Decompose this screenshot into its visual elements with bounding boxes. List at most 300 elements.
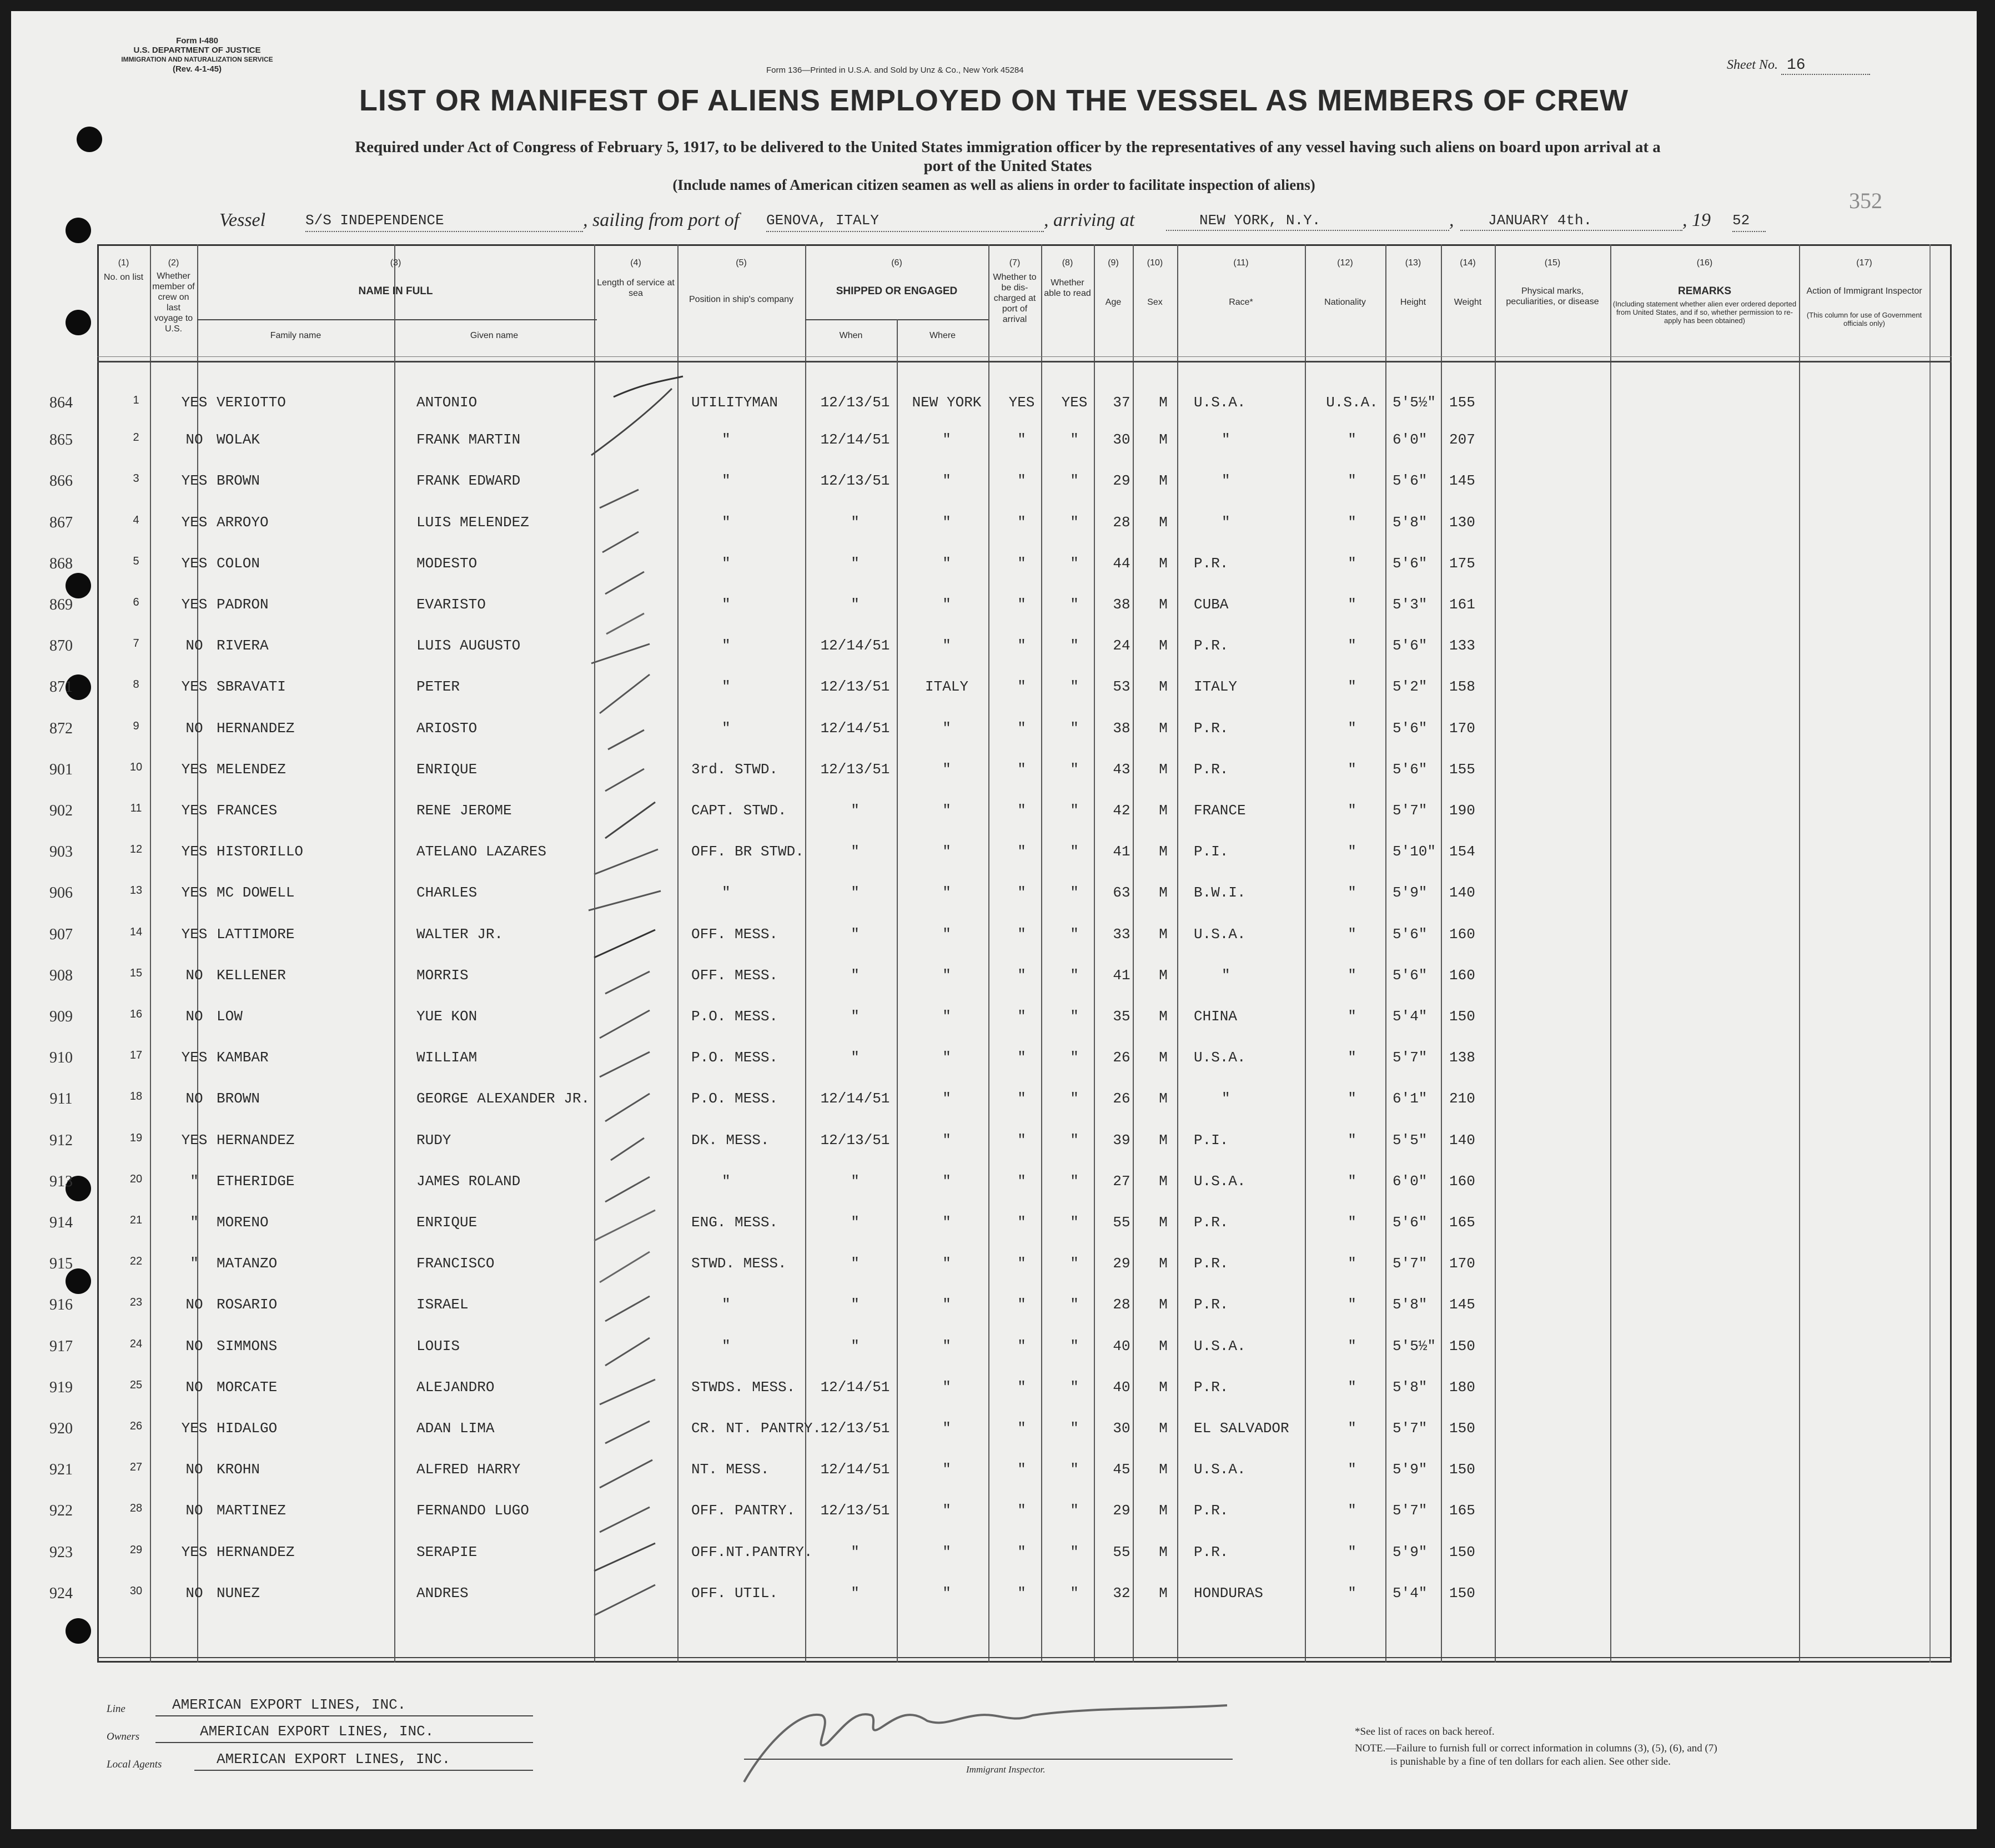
sex: M [1159, 1378, 1168, 1396]
shipped-when: " [851, 555, 860, 572]
race: " [1222, 966, 1230, 984]
height: 5'6" [1393, 761, 1428, 778]
line-number: 908 [49, 966, 73, 984]
subtitle-line-1: Required under Act of Congress of February 5, 1917, to be delivered to the United States immigration officer by the representatives of any vessel having such aliens on board upon arrival at a [355, 138, 1661, 156]
shipped-when: " [851, 802, 860, 819]
line-number: 906 [49, 884, 73, 902]
sex: M [1159, 1172, 1168, 1190]
given-name: PETER [416, 678, 460, 696]
footer-line-rule [155, 1715, 533, 1716]
age: 55 [1113, 1543, 1130, 1560]
row-number: 20 [129, 1172, 143, 1185]
service-mark [600, 1052, 650, 1077]
service-mark [605, 1421, 650, 1443]
height: 6'1" [1393, 1090, 1428, 1107]
able-to-read: " [1070, 1543, 1079, 1560]
column-header-c8: Whether able to read [1044, 278, 1091, 298]
given-name: RENE JEROME [416, 802, 512, 819]
height: 5'6" [1393, 637, 1428, 654]
footer-line-label: Line [107, 1703, 125, 1715]
nationality: " [1348, 637, 1356, 654]
able-to-read: " [1070, 1090, 1079, 1107]
position: " [722, 596, 731, 613]
row-number: 25 [129, 1378, 143, 1391]
shipped-where: " [942, 1337, 951, 1354]
position: " [722, 1172, 731, 1190]
height: 5'7" [1393, 1255, 1428, 1272]
last-voyage: YES [181, 843, 208, 860]
able-to-read: " [1070, 472, 1079, 490]
race: HONDURAS [1194, 1584, 1263, 1602]
row-number: 11 [130, 802, 142, 814]
race: P.R. [1194, 637, 1229, 654]
discharged: " [1017, 1172, 1026, 1190]
weight: 170 [1449, 1255, 1475, 1272]
able-to-read: " [1070, 596, 1079, 613]
weight: 180 [1449, 1378, 1475, 1396]
sex: M [1159, 431, 1168, 449]
discharged: " [1017, 1502, 1026, 1519]
position: " [722, 555, 731, 572]
given-name: WILLIAM [416, 1049, 478, 1066]
shipped-when: " [851, 1255, 860, 1272]
family-name: ROSARIO [217, 1296, 278, 1313]
column-number: (17) [1856, 258, 1872, 268]
age: 26 [1113, 1049, 1130, 1066]
race: FRANCE [1194, 802, 1246, 819]
shipped-where: " [942, 555, 951, 572]
service-mark [606, 613, 644, 634]
height: 5'8" [1393, 513, 1428, 531]
family-name: MELENDEZ [217, 761, 286, 778]
given-name: ANTONIO [416, 394, 478, 411]
row-number: 30 [129, 1584, 143, 1597]
sex: M [1159, 966, 1168, 984]
height: 5'2" [1393, 678, 1428, 696]
service-mark [600, 1252, 650, 1282]
age: 26 [1113, 1090, 1130, 1107]
age: 45 [1113, 1461, 1130, 1478]
given-name: ARIOSTO [416, 719, 478, 737]
weight: 210 [1449, 1090, 1475, 1107]
discharged: " [1017, 1131, 1026, 1149]
weight: 150 [1449, 1337, 1475, 1354]
race: P.R. [1194, 1543, 1229, 1560]
sheet-value: 16 [1781, 57, 1870, 75]
weight: 150 [1449, 1543, 1475, 1560]
last-voyage: " [190, 1255, 199, 1272]
row-number: 14 [129, 925, 143, 938]
line-number: 921 [49, 1461, 73, 1479]
column-header-c16b: (Including statement whether alien ever ordered deported from United States, and if so, whether permission to re-apply has been obtained) [1612, 300, 1797, 325]
row-number: 3 [133, 472, 139, 485]
footer-agents-value: AMERICAN EXPORT LINES, INC. [217, 1751, 451, 1768]
discharged: " [1017, 1214, 1026, 1231]
age: 41 [1113, 843, 1130, 860]
age: 27 [1113, 1172, 1130, 1190]
position: DK. MESS. [691, 1131, 770, 1149]
line-number: 923 [49, 1543, 73, 1561]
last-voyage: YES [181, 394, 208, 411]
position: P.O. MESS. [691, 1049, 778, 1066]
given-name: GEORGE ALEXANDER JR. [416, 1090, 590, 1107]
given-name: FRANK EDWARD [416, 472, 521, 490]
shipped-when: " [851, 1049, 860, 1066]
age: 63 [1113, 884, 1130, 902]
able-to-read: " [1070, 761, 1079, 778]
sex: M [1159, 1584, 1168, 1602]
row-number: 2 [133, 431, 139, 444]
discharged: " [1017, 637, 1026, 654]
family-name: KELLENER [217, 966, 286, 984]
able-to-read: " [1070, 1461, 1079, 1478]
row-number: 10 [129, 761, 143, 773]
age: 30 [1113, 1420, 1130, 1437]
column-number: (10) [1147, 258, 1163, 268]
position: " [722, 637, 731, 654]
last-voyage: " [190, 1172, 199, 1190]
weight: 145 [1449, 472, 1475, 490]
shipped-when: " [851, 925, 860, 943]
able-to-read: " [1070, 513, 1079, 531]
last-voyage: NO [185, 1296, 203, 1313]
sex: M [1159, 1296, 1168, 1313]
nationality: " [1348, 802, 1356, 819]
shipped-where: " [942, 472, 951, 490]
column-header-c6: SHIPPED OR ENGAGED [836, 285, 958, 297]
given-name: ENRIQUE [416, 1214, 478, 1231]
position: UTILITYMAN [691, 394, 778, 411]
subtitle-line-2: port of the United States [923, 157, 1092, 175]
shipped-where: " [942, 1461, 951, 1478]
age: 39 [1113, 1131, 1130, 1149]
race: P.R. [1194, 555, 1229, 572]
family-name: HERNANDEZ [217, 1131, 295, 1149]
weight: 158 [1449, 678, 1475, 696]
shipped-where: " [942, 1255, 951, 1272]
handwritten-marks [11, 11, 1977, 1829]
line-number: 865 [49, 431, 73, 449]
shipped-when: 12/14/51 [820, 1378, 890, 1396]
line-number: 913 [49, 1172, 73, 1190]
line-number: 866 [49, 472, 73, 490]
able-to-read: " [1070, 431, 1079, 449]
shipped-where: " [942, 1008, 951, 1025]
shipped-where: " [942, 1172, 951, 1190]
nationality: " [1348, 1090, 1356, 1107]
weight: 207 [1449, 431, 1475, 449]
service-mark [591, 644, 650, 663]
last-voyage: YES [181, 1131, 208, 1149]
height: 6'0" [1393, 1172, 1428, 1190]
line-number: 870 [49, 637, 73, 655]
column-number: (13) [1405, 258, 1421, 268]
discharged: " [1017, 678, 1026, 696]
given-name: FRANCISCO [416, 1255, 495, 1272]
line-number: 871 [49, 678, 73, 696]
printer-line: Form 136—Printed in U.S.A. and Sold by Unz & Co., New York 45284 [766, 66, 1024, 75]
weight: 165 [1449, 1502, 1475, 1519]
shipped-where: " [942, 637, 951, 654]
shipped-when: " [851, 596, 860, 613]
shipped-when: 12/13/51 [820, 1420, 890, 1437]
column-header-c3b: Given name [470, 331, 519, 340]
weight: 133 [1449, 637, 1475, 654]
able-to-read: " [1070, 1296, 1079, 1313]
sex: M [1159, 637, 1168, 654]
row-number: 9 [133, 719, 139, 732]
service-mark [605, 971, 650, 994]
nationality: " [1348, 1049, 1356, 1066]
shipped-where: " [942, 719, 951, 737]
shipped-where: " [942, 1420, 951, 1437]
age: 38 [1113, 596, 1130, 613]
position: OFF. MESS. [691, 966, 778, 984]
able-to-read: " [1070, 1378, 1079, 1396]
family-name: HIDALGO [217, 1420, 278, 1437]
shipped-where: " [942, 802, 951, 819]
service-mark [605, 572, 644, 594]
race: U.S.A. [1194, 1461, 1246, 1478]
weight: 150 [1449, 1584, 1475, 1602]
nationality: " [1348, 1214, 1356, 1231]
age: 28 [1113, 513, 1130, 531]
shipped-when: 12/13/51 [820, 678, 890, 696]
column-number: (6) [891, 258, 902, 268]
family-name: KROHN [217, 1461, 260, 1478]
shipped-when: " [851, 884, 860, 902]
column-number: (15) [1544, 258, 1561, 268]
column-number: (4) [630, 258, 641, 268]
position: " [722, 431, 731, 449]
age: 41 [1113, 966, 1130, 984]
height: 5'9" [1393, 884, 1428, 902]
age: 28 [1113, 1296, 1130, 1313]
family-name: RIVERA [217, 637, 269, 654]
given-name: EVARISTO [416, 596, 486, 613]
column-number: (3) [390, 258, 401, 268]
shipped-when: " [851, 966, 860, 984]
nationality: " [1348, 843, 1356, 860]
age: 44 [1113, 555, 1130, 572]
column-header-c15: Physical marks, peculiarities, or disease [1506, 286, 1599, 306]
age: 32 [1113, 1584, 1130, 1602]
form-number: Form I-480 [176, 36, 218, 46]
last-voyage: YES [181, 802, 208, 819]
discharged: " [1017, 1378, 1026, 1396]
nationality: " [1348, 513, 1356, 531]
discharged: " [1017, 513, 1026, 531]
family-name: MORENO [217, 1214, 269, 1231]
column-header-c13: Height [1400, 298, 1426, 307]
nationality: " [1348, 925, 1356, 943]
height: 5'7" [1393, 1049, 1428, 1066]
discharged: " [1017, 1008, 1026, 1025]
sex: M [1159, 596, 1168, 613]
age: 29 [1113, 1502, 1130, 1519]
line-number: 903 [49, 843, 73, 861]
service-mark [594, 849, 658, 874]
sex: M [1159, 678, 1168, 696]
nationality: " [1348, 1420, 1356, 1437]
family-name: NUNEZ [217, 1584, 260, 1602]
given-name: RUDY [416, 1131, 451, 1149]
race: ITALY [1194, 678, 1238, 696]
position: STWDS. MESS. [691, 1378, 796, 1396]
given-name: ADAN LIMA [416, 1420, 495, 1437]
position: " [722, 884, 731, 902]
column-header-c14: Weight [1454, 298, 1482, 307]
given-name: ENRIQUE [416, 761, 478, 778]
line-number: 872 [49, 719, 73, 737]
family-name: HERNANDEZ [217, 1543, 295, 1560]
line-number: 922 [49, 1502, 73, 1520]
last-voyage: YES [181, 472, 208, 490]
last-voyage: YES [181, 1543, 208, 1560]
position: CAPT. STWD. [691, 802, 787, 819]
height: 5'9" [1393, 1461, 1428, 1478]
height: 5'6" [1393, 555, 1428, 572]
service-mark [602, 532, 639, 552]
family-name: FRANCES [217, 802, 278, 819]
family-name: HERNANDEZ [217, 719, 295, 737]
nationality: " [1348, 1337, 1356, 1354]
family-name: MORCATE [217, 1378, 278, 1396]
last-voyage: NO [185, 966, 203, 984]
shipped-when: 12/13/51 [820, 394, 890, 411]
note-line-1: NOTE.—Failure to furnish full or correct information in columns (3), (5), (6), and (7) [1355, 1743, 1717, 1754]
family-name: LATTIMORE [217, 925, 295, 943]
race: P.R. [1194, 1296, 1229, 1313]
able-to-read: " [1070, 555, 1079, 572]
position: ENG. MESS. [691, 1214, 778, 1231]
service-mark [594, 1585, 655, 1615]
weight: 130 [1449, 513, 1475, 531]
shipped-when: 12/14/51 [820, 431, 890, 449]
shipped-where: " [942, 1049, 951, 1066]
row-number: 18 [129, 1090, 143, 1103]
service-mark [591, 389, 672, 455]
row-number: 13 [129, 884, 143, 897]
height: 5'7" [1393, 802, 1428, 819]
shipped-when: " [851, 1214, 860, 1231]
height: 5'6" [1393, 472, 1428, 490]
position: NT. MESS. [691, 1461, 770, 1478]
sex: M [1159, 555, 1168, 572]
nationality: " [1348, 1255, 1356, 1272]
last-voyage: NO [185, 1378, 203, 1396]
position: P.O. MESS. [691, 1090, 778, 1107]
given-name: ATELANO LAZARES [416, 843, 547, 860]
shipped-when: " [851, 513, 860, 531]
sex: M [1159, 1461, 1168, 1478]
sex: M [1159, 1337, 1168, 1354]
last-voyage: YES [181, 513, 208, 531]
age: 29 [1113, 472, 1130, 490]
column-header-c4: Length of service at sea [597, 278, 675, 298]
sex: M [1159, 843, 1168, 860]
row-number: 12 [129, 843, 143, 856]
height: 5'4" [1393, 1584, 1428, 1602]
position: OFF. PANTRY. [691, 1502, 796, 1519]
discharged: " [1017, 925, 1026, 943]
height: 5'8" [1393, 1378, 1428, 1396]
shipped-where: " [942, 1296, 951, 1313]
service-mark [594, 1543, 655, 1571]
race: P.R. [1194, 719, 1229, 737]
line-number: 867 [49, 513, 73, 531]
inspector-rule [744, 1759, 1233, 1760]
given-name: SERAPIE [416, 1543, 478, 1560]
shipped-when: 12/13/51 [820, 761, 890, 778]
service-mark [594, 1210, 655, 1241]
sailing-label: , sailing from port of [583, 210, 740, 230]
shipped-when: 12/13/51 [820, 1502, 890, 1519]
age: 35 [1113, 1008, 1130, 1025]
column-number: (9) [1108, 258, 1119, 268]
service-mark [605, 1094, 650, 1121]
shipped-where: ITALY [924, 678, 968, 696]
nationality: " [1348, 761, 1356, 778]
service-mark [600, 674, 650, 713]
height: 5'6" [1393, 966, 1428, 984]
weight: 160 [1449, 925, 1475, 943]
shipped-when: 12/13/51 [820, 472, 890, 490]
line-number: 912 [49, 1131, 73, 1149]
last-voyage: NO [185, 1337, 203, 1354]
family-name: BROWN [217, 1090, 260, 1107]
weight: 150 [1449, 1008, 1475, 1025]
nationality: " [1348, 1502, 1356, 1519]
given-name: LUIS MELENDEZ [416, 513, 529, 531]
race: CHINA [1194, 1008, 1238, 1025]
discharged: YES [1008, 394, 1035, 411]
sex: M [1159, 1255, 1168, 1272]
last-voyage: YES [181, 596, 208, 613]
column-header-c16: REMARKS [1677, 285, 1732, 297]
age: 42 [1113, 802, 1130, 819]
position: " [722, 1296, 731, 1313]
discharged: " [1017, 555, 1026, 572]
able-to-read: " [1070, 1008, 1079, 1025]
column-number: (11) [1233, 258, 1249, 268]
able-to-read: " [1070, 637, 1079, 654]
shipped-when: " [851, 843, 860, 860]
arriving-label: , arriving at [1044, 210, 1135, 230]
shipped-where: " [942, 884, 951, 902]
discharged: " [1017, 1049, 1026, 1066]
race: " [1222, 1090, 1230, 1107]
service-mark [605, 1177, 650, 1202]
race: P.R. [1194, 761, 1229, 778]
able-to-read: " [1070, 1584, 1079, 1602]
discharged: " [1017, 884, 1026, 902]
height: 5'3" [1393, 596, 1428, 613]
shipped-when: " [851, 1008, 860, 1025]
weight: 155 [1449, 394, 1475, 411]
position: OFF. BR STWD. [691, 843, 804, 860]
able-to-read: YES [1061, 394, 1088, 411]
age: 40 [1113, 1378, 1130, 1396]
discharged: " [1017, 966, 1026, 984]
sex: M [1159, 1543, 1168, 1560]
sex: M [1159, 802, 1168, 819]
family-name: SIMMONS [217, 1337, 278, 1354]
given-name: CHARLES [416, 884, 478, 902]
line-number: 864 [49, 394, 73, 411]
department: U.S. DEPARTMENT OF JUSTICE [133, 46, 261, 55]
last-voyage: YES [181, 1049, 208, 1066]
